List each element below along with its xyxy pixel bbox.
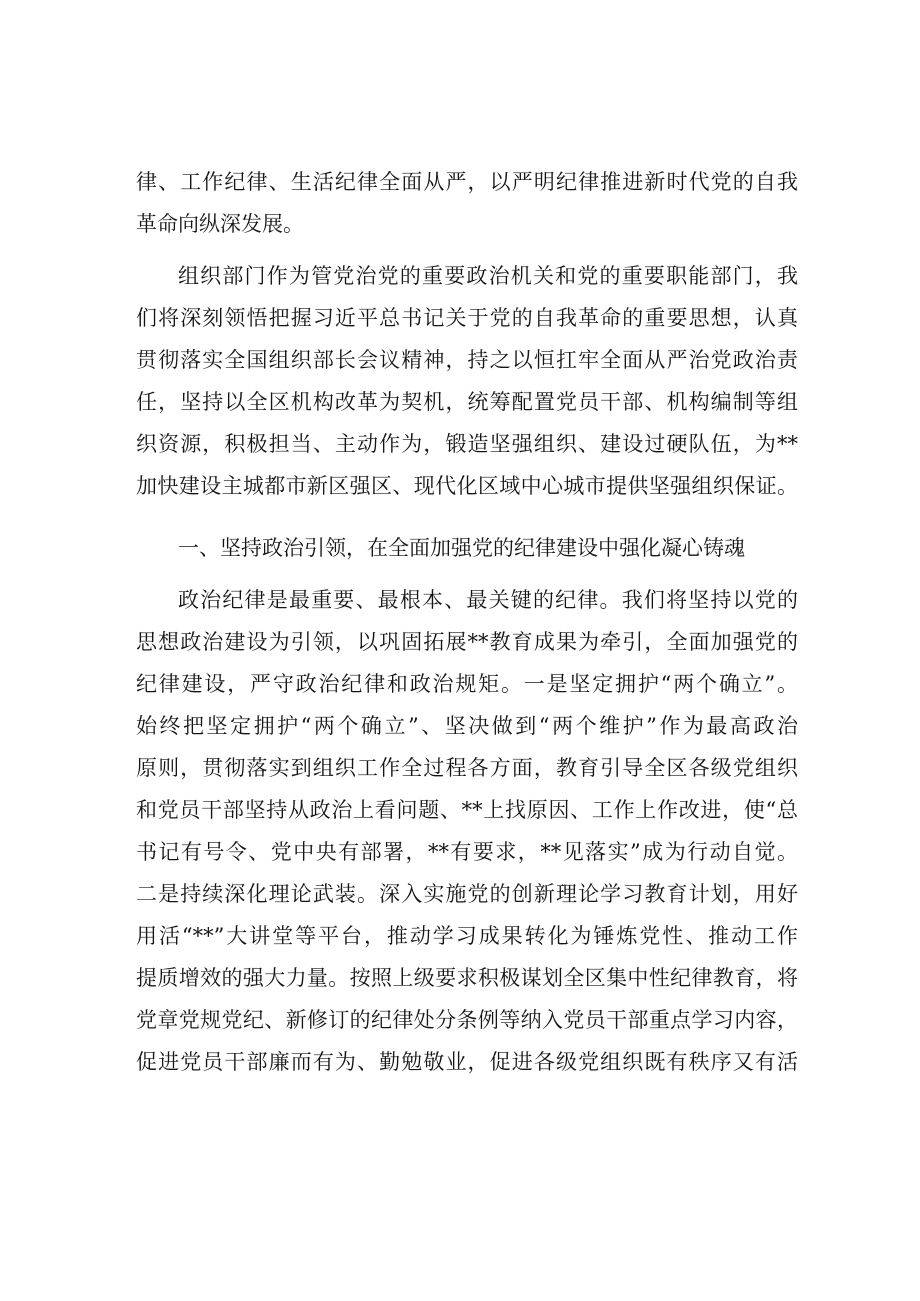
text-line: 二是持续深化理论武装。深入实施党的创新理论学习教育计划，用好 xyxy=(136,882,798,906)
text-line: 和党员干部坚持从政治上看问题、**上找原因、工作上作改进，使“总 xyxy=(136,798,798,822)
text-line: 党章党规党纪、新修订的纪律处分条例等纳入党员干部重点学习内容， xyxy=(136,1008,798,1032)
text-line: 任，坚持以全区机构改革为契机，统筹配置党员干部、机构编制等组 xyxy=(136,390,798,414)
text-line: 们将深刻领悟把握习近平总书记关于党的自我革命的重要思想，认真 xyxy=(136,306,798,330)
text-line: 始终把坚定拥护“两个确立”、坚决做到“两个维护”作为最高政治 xyxy=(136,714,798,738)
text-line: 律、工作纪律、生活纪律全面从严，以严明纪律推进新时代党的自我 xyxy=(136,170,798,194)
text-line: 用活“**”大讲堂等平台，推动学习成果转化为锤炼党性、推动工作 xyxy=(136,924,798,948)
section-heading: 一、坚持政治引领，在全面加强党的纪律建设中强化凝心铸魂 xyxy=(178,536,745,560)
text-line: 贯彻落实全国组织部长会议精神，持之以恒扛牢全面从严治党政治责 xyxy=(136,348,798,372)
text-line: 原则，贯彻落实到组织工作全过程各方面，教育引导全区各级党组织 xyxy=(136,756,798,780)
text-line: 加快建设主城都市新区强区、现代化区域中心城市提供坚强组织保证。 xyxy=(136,474,798,498)
text-line: 促进党员干部廉而有为、勤勉敬业，促进各级党组织既有秩序又有活 xyxy=(136,1050,798,1074)
text-line: 革命向纵深发展。 xyxy=(136,212,304,236)
text-line: 书记有号令、党中央有部署，**有要求，**见落实”成为行动自觉。 xyxy=(136,840,798,864)
text-line: 织资源，积极担当、主动作为，锻造坚强组织、建设过硬队伍，为** xyxy=(136,432,798,456)
paragraph-first-line: 组织部门作为管党治党的重要政治机关和党的重要职能部门，我 xyxy=(178,264,798,288)
text-line: 纪律建设，严守政治纪律和政治规矩。一是坚定拥护“两个确立”。 xyxy=(136,672,798,696)
text-line: 思想政治建设为引领，以巩固拓展**教育成果为牵引，全面加强党的 xyxy=(136,630,798,654)
text-line: 提质增效的强大力量。按照上级要求积极谋划全区集中性纪律教育，将 xyxy=(136,966,798,990)
paragraph-first-line: 政治纪律是最重要、最根本、最关键的纪律。我们将坚持以党的 xyxy=(178,588,798,612)
